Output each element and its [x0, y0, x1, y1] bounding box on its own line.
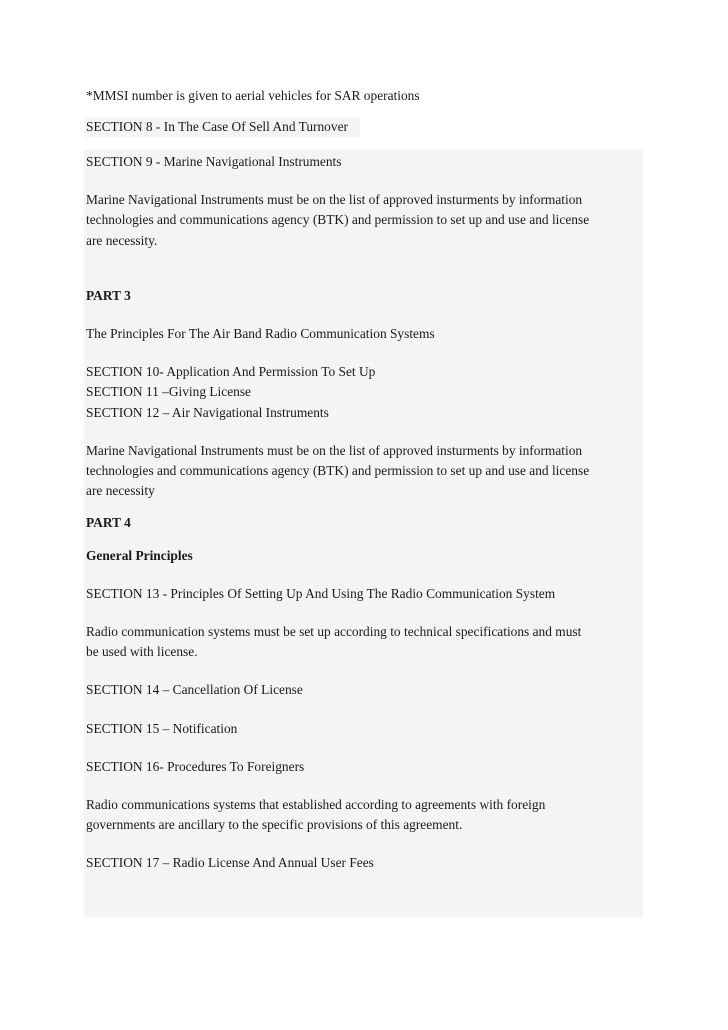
section-8-heading: SECTION 8 - In The Case Of Sell And Turnover	[84, 117, 360, 137]
section-16-text-line: governments are ancillary to the specific provisions of this agreement.	[86, 817, 463, 833]
document-body	[84, 150, 643, 917]
section-11-heading: SECTION 11 –Giving License	[86, 384, 252, 400]
part-3-heading: PART 3	[86, 287, 131, 303]
section-17-heading: SECTION 17 – Radio License And Annual User Fees	[86, 855, 374, 871]
section-13-heading: SECTION 13 - Principles Of Setting Up And Using The Radio Communication System	[86, 585, 556, 601]
part-4-heading: PART 4	[86, 515, 131, 531]
section-16-text-line: Radio communications systems that established according to agreements with foreign	[86, 797, 546, 813]
section-16-heading: SECTION 16- Procedures To Foreigners	[86, 758, 305, 774]
section-9-heading: SECTION 9 - Marine Navigational Instruments	[86, 154, 342, 169]
section-12-text-line: are necessity	[86, 483, 155, 499]
part-4-title: General Principles	[86, 547, 193, 563]
section-12-text-line: technologies and communications agency (BTK) and permission to set up and use and license	[86, 463, 590, 479]
section-13-text-line: be used with license.	[86, 644, 198, 660]
section-9-text-line: technologies and communications agency (BTK) and permission to set up and use and license	[86, 212, 590, 228]
section-12-text-line: Marine Navigational Instruments must be on the list of approved insturments by information	[86, 442, 583, 458]
section-12-heading: SECTION 12 – Air Navigational Instruments	[86, 404, 329, 420]
mmsi-note: *MMSI number is given to aerial vehicles for SAR operations	[86, 88, 420, 103]
section-15-heading: SECTION 15 – Notification	[86, 720, 238, 736]
section-13-text-line: Radio communication systems must be set up according to technical specifications and must	[86, 624, 582, 640]
part-3-title: The Principles For The Air Band Radio Communication Systems	[86, 326, 435, 342]
section-10-heading: SECTION 10- Application And Permission To Set Up	[86, 364, 376, 380]
section-14-heading: SECTION 14 – Cancellation Of License	[86, 682, 303, 698]
section-9-text-line: are necessity.	[86, 232, 158, 248]
section-9-text-line: Marine Navigational Instruments must be on the list of approved insturments by information	[86, 192, 583, 208]
